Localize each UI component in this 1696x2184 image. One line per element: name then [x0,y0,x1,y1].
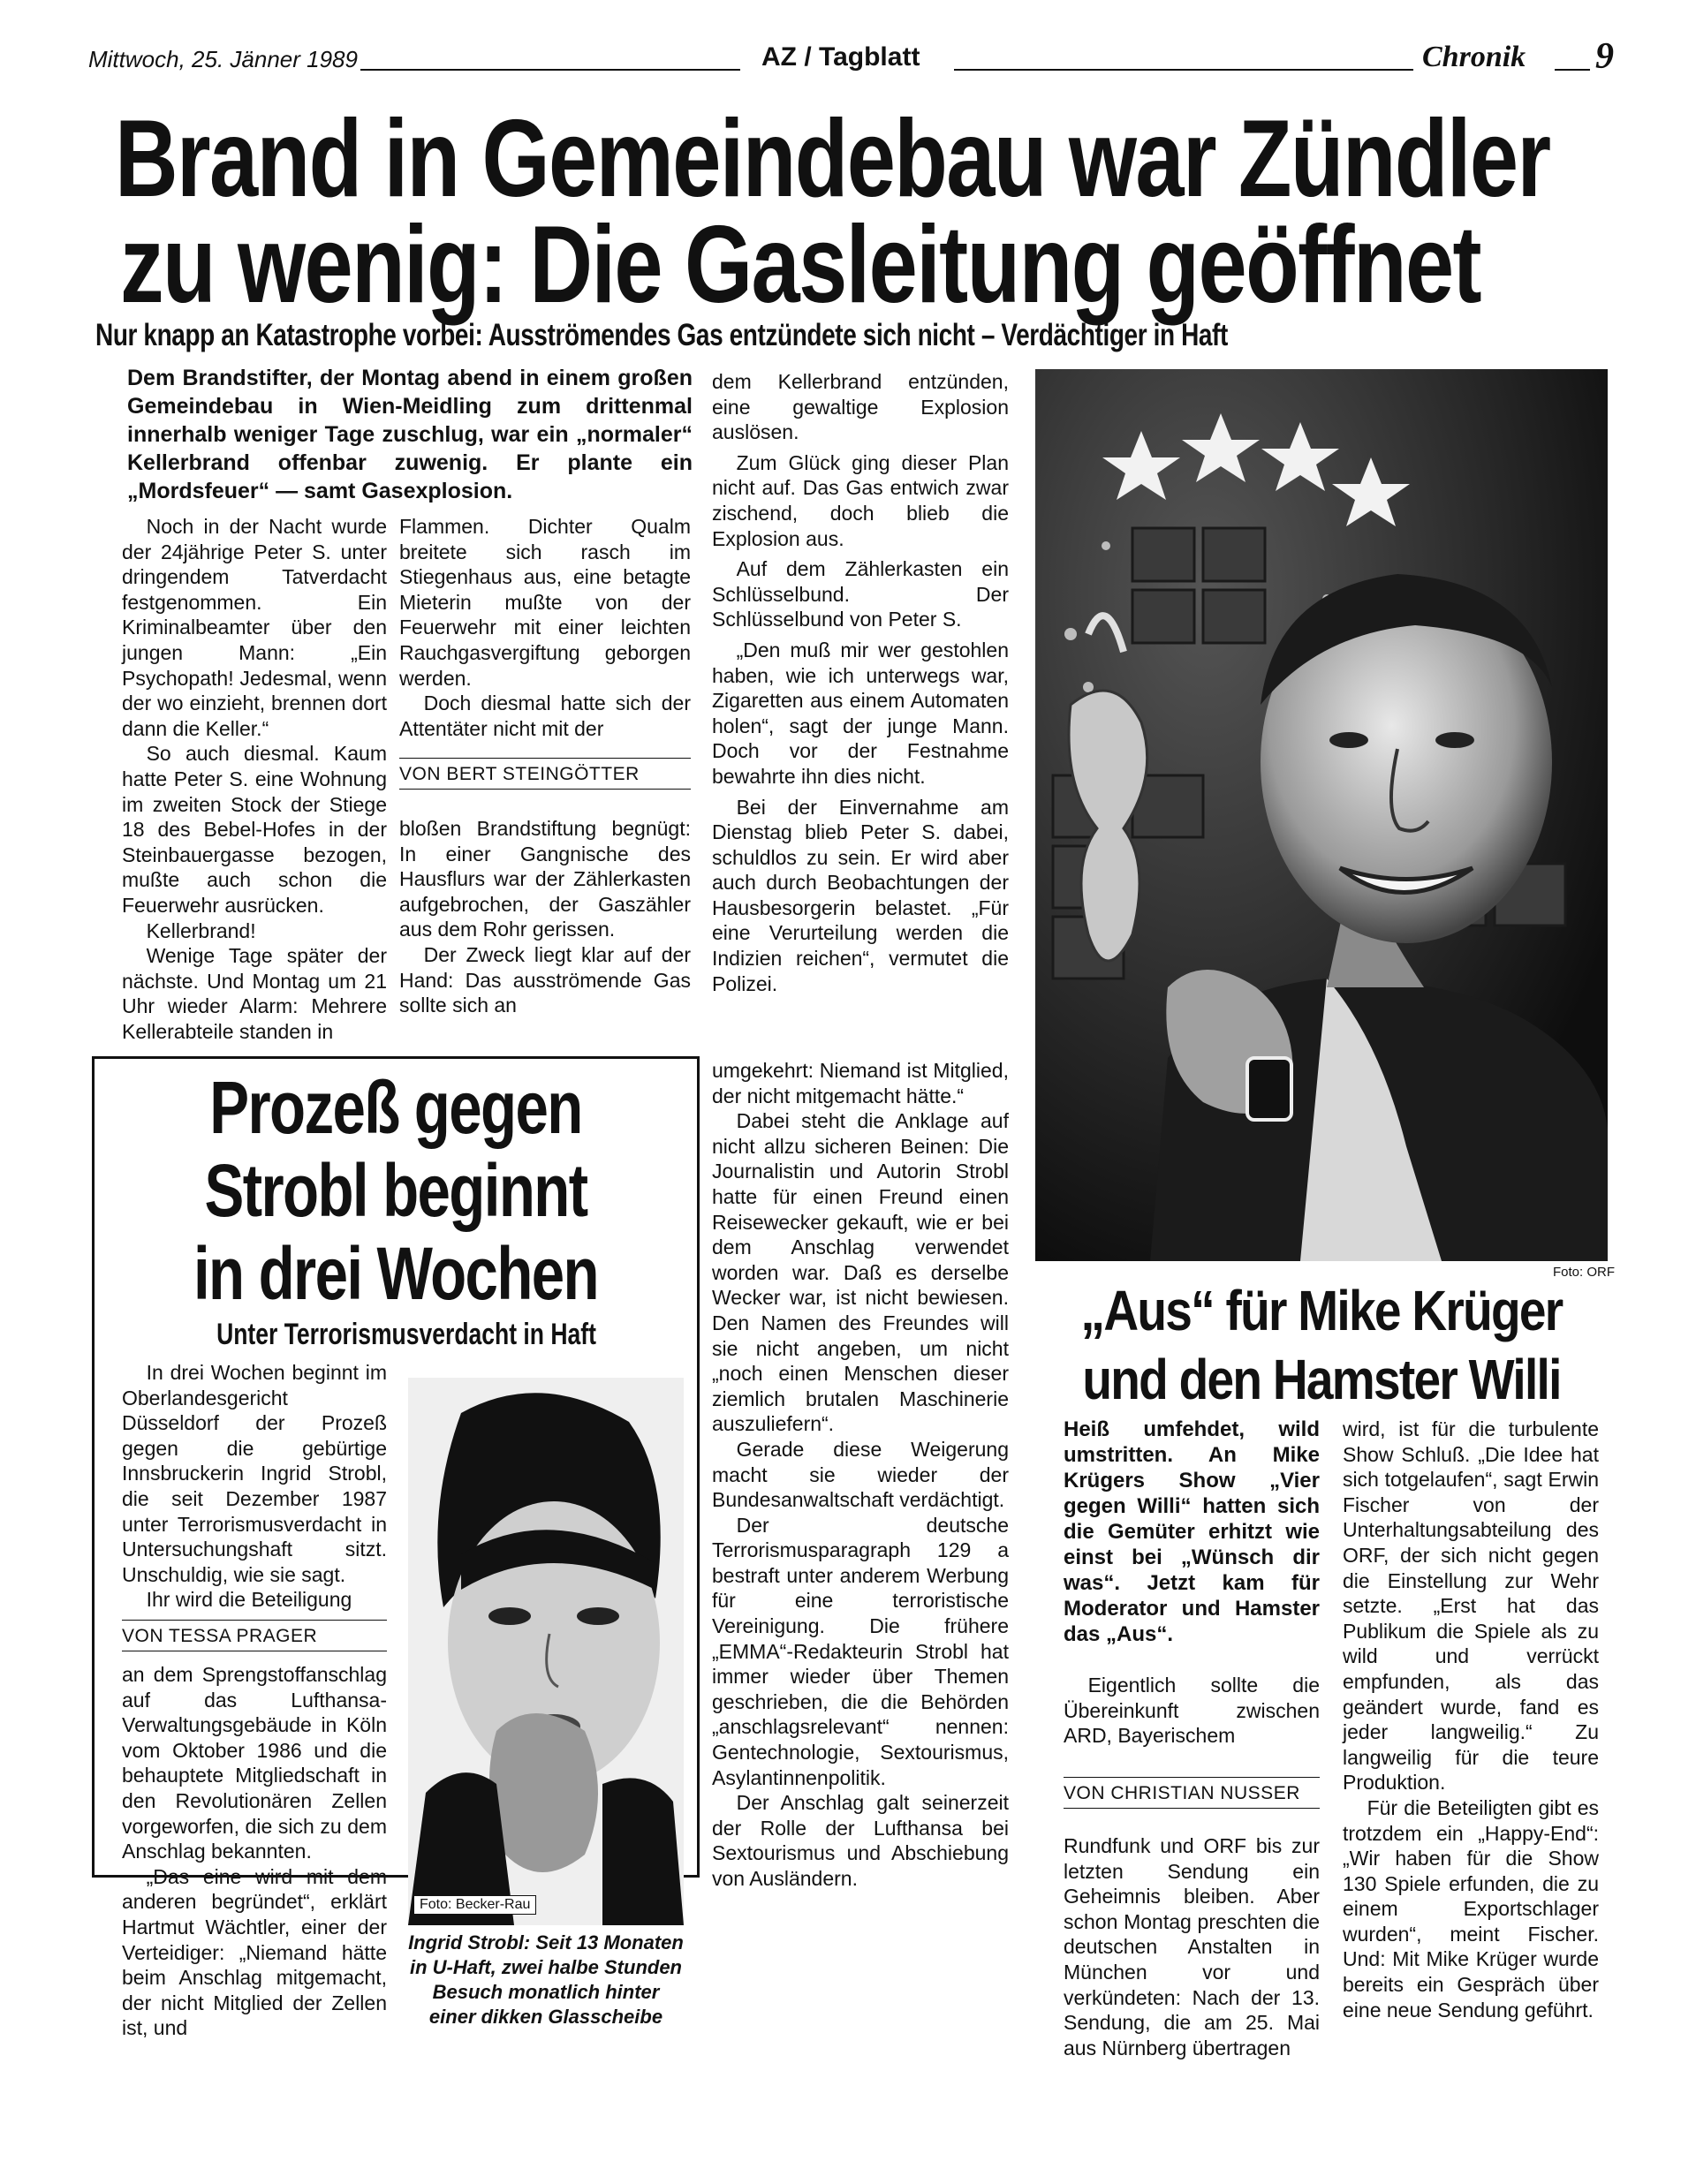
story2-col1-paragraph: „Das eine wird mit dem anderen begründet“, erklärt Hartmut Wächtler, einer der Verteidiger: „Niemand hätte beim Anschlag mitgemacht, der nicht Mitglied der Zellen ist, und [122,1864,387,2040]
header-rule-right [954,69,1413,71]
story1-column1 [122,514,387,1044]
story1-col1-paragraph: Wenige Tage später der nächste. Und Montag um 21 Uhr wieder Alarm: Mehrere Kellerabteile standen in [122,944,387,1043]
story2-photo-credit: Foto: Becker-Rau [413,1895,536,1915]
story2-headline-line1: Prozeß gegen [209,1066,582,1149]
story3-col1-paragraph: Eigentlich sollte die Übereinkunft zwischen ARD, Bayerischem [1064,1674,1320,1748]
header-section: Chronik [1422,41,1526,73]
story3-byline: VON CHRISTIAN NUSSER [1064,1777,1320,1809]
story1-col1-paragraph: So auch diesmal. Kaum hatte Peter S. eine Wohnung im zweiten Stock der Stiege 18 des Bebel-Hofes in der Steinbauergasse bezogen, mußte auch schon die Feuerwehr ausrücken. [122,742,387,917]
story1-col3-paragraph: „Den muß mir wer gestohlen haben, wie ich unterwegs war, Zigaretten aus einem Automaten holen“, sagt der junge Mann. Doch vor der Festnahme bewahrte ihn dies nicht. [712,638,1009,788]
ingrid-strobl-photo [408,1378,684,1925]
story1-byline: VON BERT STEINGÖTTER [399,758,691,790]
story2-headline-line2: Strobl beginnt [204,1149,587,1232]
story3-col2-paragraph: Für die Beteiligten gibt es trotzdem ein „Happy-End“: „Wir haben für die Show 130 Spiele erfunden, die zu einem Exportschlager wurden“, meint Fischer. Und: Mit Mike Krüger wurde bereits ein Gespräch über eine neue Sendung geführt. [1343,1795,1599,2022]
story1-col2-paragraph: bloßen Brandstiftung begnügt: In einer Gangnische des Hausflurs war der Zählerkasten aufgebrochen, der Gaszähler aus dem Rohr gerissen. [399,817,691,941]
story2-col3-paragraph: Dabei steht die Anklage auf nicht allzu sicheren Beinen: Die Journalistin und Autorin Strobl hatte für einen Freund einen Reisewecker gekauft, wie er bei dem Anschlag verwendet worden war. Daß es derselbe Wecker war, ist nicht bewiesen. Den Namen des Freundes will sie nicht angeben, um nicht „noch einen Menschen dieser ziemlich brutalen Maschinerie auszuliefern“. [712,1109,1009,1436]
story3-column1 [1064,1673,1320,1749]
story2-column1 [122,1360,387,1613]
story3-headline-line1: „Aus“ für Mike Krüger [1080,1279,1563,1342]
header-rule-section [1555,69,1590,71]
story1-column3 [712,369,1009,996]
story3-col2-paragraph: wird, ist für die turbulente Show Schluß. „Die Idee hat sich totgelaufen“, sagt Erwin Fischer von der Unterhaltungsabteilung des ORF, der sich nicht gegen die Einstellung zur Wehr setzte. „Erst hat das Publikum die Spiele als zu wild und verrückt empfunden, als das geändert wurde, fand es jeder langweilig.“ Zu langweilig für die teure Produktion. [1343,1417,1599,1795]
story1-column2-continued [399,816,691,1018]
story2-col3-paragraph: umgekehrt: Niemand ist Mitglied, der nicht mitgemacht hätte.“ [712,1059,1009,1107]
story1-col3-paragraph: Zum Glück ging dieser Plan nicht auf. Das Gas entwich zwar zischend, doch blieb die Explosion aus. [712,450,1009,550]
story2-col3-paragraph: Gerade diese Weigerung macht sie wieder der Bundesanwaltschaft verdächtigt. [712,1437,1009,1512]
story1-column2 [399,514,691,741]
story1-lead: Dem Brandstifter, der Montag abend in einem großen Gemeindebau in Wien-Meidling zum drittenmal innerhalb weniger Tage zuschlug, war ein „normaler“ Kellerbrand offenbar zuwenig. Er plante ein „Mordsfeuer“ — samt Gasexplosion. [127,366,693,503]
story3-lead: Heiß umfehdet, wild umstritten. An Mike Krügers Show „Vier gegen Willi“ hatten sich die Gemüter erhitzt wie einst bei „Wünsch dir was“. Jetzt kam für Moderator und Hamster das „Aus“. [1064,1417,1320,1646]
story1-col3-paragraph: Bei der Einvernahme am Dienstag blieb Peter S. dabei, schuldlos zu sein. Er wird aber auch durch Beobachtungen der Hausbesorgerin belastet. „Für eine Verurteilung werden die Indizien reichen“, vermutet die Polizei. [712,795,1009,995]
story1-col3-paragraph: Auf dem Zählerkasten ein Schlüsselbund. Der Schlüsselbund von Peter S. [712,557,1009,631]
story2-byline: VON TESSA PRAGER [122,1620,387,1651]
story2-column1-continued [122,1662,387,2041]
header-paper-name: AZ / Tagblatt [761,42,920,72]
story2-col1-paragraph: In drei Wochen beginnt im Oberlandesgericht Düsseldorf der Prozeß gegen die gebürtige Innsbruckerin Ingrid Strobl, die seit Dezember 1987 unter Terrorismusverdacht in Untersuchungshaft sitzt. Unschuldig, wie sie sagt. [122,1361,387,1586]
header-page-number: 9 [1595,36,1614,77]
story2-col1-paragraph: Ihr wird die Beteiligung [146,1588,352,1612]
story2-col3-paragraph: Der deutsche Terrorismusparagraph 129 a bestraft unter anderem Werbung für eine terroristische Vereinigung. Die frühere „EMMA“-Redakteurin Strobl hat immer wieder über Themen geschrieben, die die Behörden „anschlagsrelevant“ nennen: Gentechnologie, Sextourismus, Asylantinnenpolitik. [712,1513,1009,1789]
story1-col1-paragraph: Kellerbrand! [146,918,256,942]
story1-col3-paragraph: dem Kellerbrand entzünden, eine gewaltige Explosion auslösen. [712,370,1009,444]
story1-col2-paragraph: Doch diesmal hatte sich der Attentäter nicht mit der [399,691,691,740]
story1-headline-line1: Brand in Gemeindebau war Zündler [115,98,1550,220]
story2-column3 [712,1058,1009,1892]
story2-subheadline: Unter Terrorismusverdacht in Haft [216,1318,596,1351]
story3-column2 [1343,1417,1599,2022]
story1-headline-line2: zu wenig: Die Gasleitung geöffnet [120,204,1480,326]
mike-krueger-photo [1035,369,1608,1261]
story1-col2-paragraph: Der Zweck liegt klar auf der Hand: Das ausströmende Gas sollte sich an [399,942,691,1017]
mike-krueger-photo-image [1035,369,1608,1261]
story3-photo-credit: Foto: ORF [1553,1265,1616,1280]
story1-col2-paragraph: Flammen. Dichter Qualm breitete sich rasch im Stiegenhaus aus, eine betagte Mieterin mußte von der Feuerwehr mit einer leichten Rauchgasvergiftung geborgen werden. [399,515,691,690]
story1-col1-paragraph: Noch in der Nacht wurde der 24jährige Peter S. unter dringendem Tatverdacht festgenommen. Ein Kriminalbeamter über den jungen Mann: „Ein Psychopath! Jedesmal, wenn der wo einzieht, brennen dort dann die Keller.“ [122,515,387,740]
story1-subheadline: Nur knapp an Katastrophe vorbei: Ausströmendes Gas entzündete sich nicht – Verdächtiger in Haft [95,318,1228,352]
story2-headline-line3: in drei Wochen [193,1232,599,1315]
header-rule-left [360,69,740,71]
header-date: Mittwoch, 25. Jänner 1989 [88,46,358,72]
story3-column1-continued [1064,1833,1320,2060]
story2-photo-caption: Ingrid Strobl: Seit 13 Monaten in U-Haft, zwei halbe Stunden Besuch monatlich hinter einer dikken Glasscheibe [408,1931,684,2028]
story3-col1-paragraph: Rundfunk und ORF bis zur letzten Sendung ein Geheimnis bleiben. Aber schon Montag preschten die deutschen Anstalten in München vor und verkündeten: Nach der 13. Sendung, die am 25. Mai aus Nürnberg übertragen [1064,1834,1320,2059]
story2-col3-paragraph: Der Anschlag galt seinerzeit der Rolle der Lufthansa bei Sextourismus und Abschiebung von Ausländern. [712,1791,1009,1890]
story3-headline-line2: und den Hamster Willi [1082,1348,1561,1411]
story2-col1-paragraph: an dem Sprengstoffanschlag auf das Lufthansa-Verwaltungsgebäude in Köln vom Oktober 1986 und die behauptete Mitgliedschaft in den Revolutionären Zellen vorgeworfen, die sich zu dem Anschlag bekannten. [122,1663,387,1863]
ingrid-strobl-photo-image [408,1378,684,1925]
